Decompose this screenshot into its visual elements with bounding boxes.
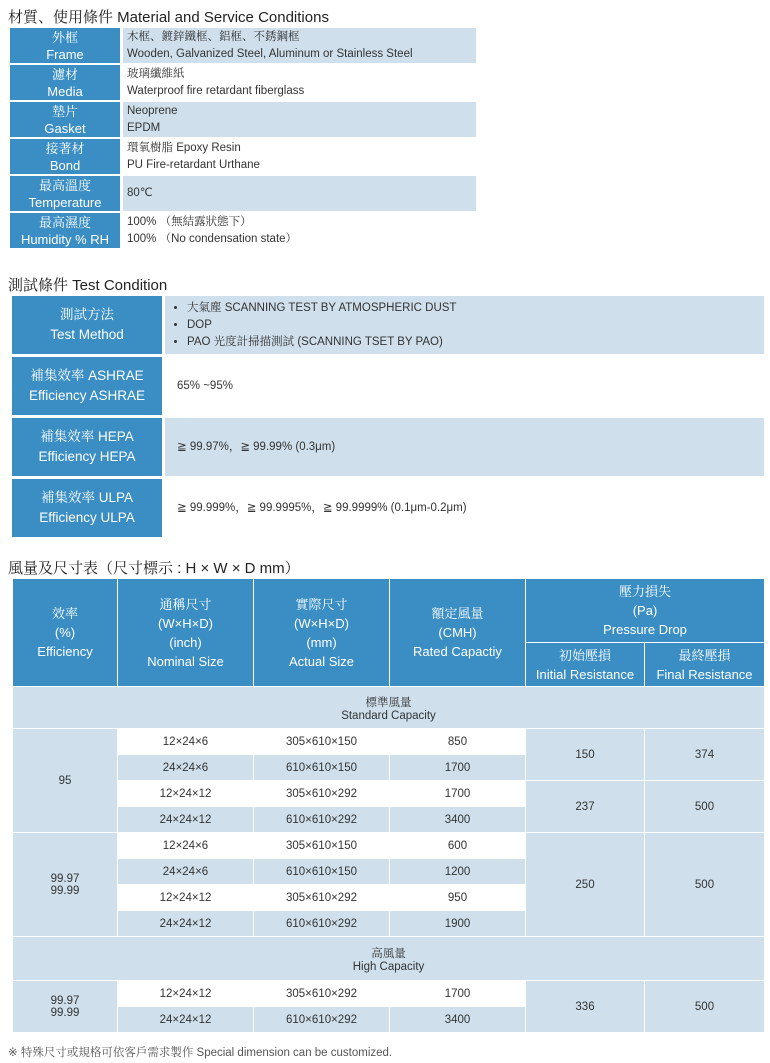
material-row-humidity [10,213,476,248]
nominal-cell: 24×24×6 [118,859,254,885]
value: ≧ 99.999%，≧ 99.9995%，≧ 99.9999% (0.1μm-0.2μm) [177,501,467,514]
table-row [13,729,765,755]
test-row-ashrae [12,357,764,415]
cmh-cell: 1700 [390,755,526,781]
label-zh: 測試方法 [60,307,114,322]
test-table [12,296,764,540]
nominal-cell: 12×24×6 [118,729,254,755]
eff-line: 99.99 [50,884,80,897]
header-final-resistance [645,643,765,687]
nominal-cell: 24×24×12 [118,1007,254,1033]
header-line: (inch) [169,634,202,650]
cmh-cell: 1700 [390,981,526,1007]
value-line2: 100% （No condensation state） [127,232,298,245]
label-line: High Capacity [352,960,425,973]
initial-cell: 237 [526,781,645,833]
nominal-cell: 24×24×12 [118,911,254,937]
header-line: 額定風量 [431,606,484,621]
header-line: Nominal Size [147,653,224,669]
label-zh: 外框 [51,29,78,45]
nominal-cell: 12×24×12 [118,885,254,911]
header-line: 壓力損失 [618,584,671,599]
initial-cell: 150 [526,729,645,781]
label-zh: 接著材 [45,140,85,156]
header-pressure-drop [526,579,765,643]
eff-line: 99.97 [50,872,80,885]
header-initial-resistance [526,643,645,687]
header-line: 效率 [51,606,78,621]
label-en: Test Method [50,327,124,342]
list-item: • 大氣塵 SCANNING TEST BY ATMOSPHERIC DUST [187,300,764,317]
actual-cell: 305×610×150 [254,833,390,859]
label-en: Temperature [28,194,102,210]
value-line1: 木框、鍍鋅鐵框、鋁框、不銹鋼框 [127,30,300,43]
label-line: 標準風量 [365,696,412,709]
label-zh: 最高濕度 [38,214,91,230]
eff-line: 99.99 [50,1006,80,1019]
label-en: Media [47,83,83,99]
value-line2: EPDM [127,121,161,134]
label-en: Efficiency ASHRAE [28,388,146,403]
final-cell: 500 [645,981,765,1033]
cmh-cell: 3400 [390,807,526,833]
value-line2: PU Fire-retardant Urthane [127,158,260,171]
nominal-cell: 12×24×6 [118,833,254,859]
material-row-media [10,65,476,100]
actual-cell: 610×610×292 [254,807,390,833]
table-row [13,833,765,859]
cmh-cell: 1200 [390,859,526,885]
header-line: (CMH) [438,625,477,640]
cmh-cell: 600 [390,833,526,859]
nominal-cell: 24×24×6 [118,755,254,781]
material-section-title: 材質、使用條件 Material and Service Conditions [8,9,329,26]
actual-cell: 610×610×150 [254,859,390,885]
high-capacity-label [13,937,765,981]
actual-cell: 610×610×150 [254,755,390,781]
initial-cell: 336 [526,981,645,1033]
label-en: Humidity % RH [20,231,110,247]
footnote: ※ 特殊尺寸或規格可依客戶需求製作 Special dimension can be customized. [8,1047,393,1059]
material-row-bond [10,139,476,174]
header-nominal-size [118,579,254,687]
material-table [10,28,476,250]
label-zh: 補集效率 HEPA [40,429,134,444]
cmh-cell: 850 [390,729,526,755]
nominal-cell: 24×24×12 [118,807,254,833]
material-row-gasket [10,102,476,137]
header-line: 通稱尺寸 [159,596,212,612]
list-item: • PAO 光度計掃描測試 (SCANNING TSET BY PAO) [187,334,764,351]
label-en: Frame [46,46,84,62]
header-line: 最終壓損 [678,647,731,663]
value-line1: 玻璃纖維紙 [127,67,185,80]
efficiency-cell [13,981,118,1033]
header-line: (W×H×D) [158,615,213,631]
table-row [13,981,765,1007]
label-en: Bond [49,157,81,173]
efficiency-cell [13,833,118,937]
value-line1: 環氧樹脂 Epoxy Resin [127,141,241,154]
capacity-section-title: 風量及尺寸表（尺寸標示 : H × W × D mm） [8,560,300,577]
actual-cell: 305×610×292 [254,981,390,1007]
header-line: 初始壓損 [558,647,611,663]
final-cell: 500 [645,833,765,937]
header-efficiency [13,579,118,687]
table-row [13,781,765,807]
header-line: (W×H×D) [294,615,349,631]
value: ≧ 99.97%，≧ 99.99% (0.3μm) [177,440,336,453]
label-en: Efficiency ULPA [39,510,135,525]
value-line2: Wooden, Galvanized Steel, Aluminum or Stainless Steel [127,47,413,60]
final-cell: 374 [645,729,765,781]
label-zh: 墊片 [51,103,78,119]
header-line: Actual Size [288,653,355,669]
cmh-cell: 1700 [390,781,526,807]
label-zh: 補集效率 ULPA [40,490,133,505]
standard-capacity-label [13,687,765,729]
cmh-cell: 950 [390,885,526,911]
value-line2: Waterproof fire retardant fiberglass [127,84,305,97]
actual-cell: 305×610×150 [254,729,390,755]
header-actual-size [254,579,390,687]
efficiency-cell: 95 [13,729,118,833]
material-row-frame [10,28,476,63]
header-line: Final Resistance [656,666,753,682]
test-method-list [173,300,764,351]
material-row-temperature [10,176,476,211]
actual-cell: 305×610×292 [254,781,390,807]
header-line: Rated Capactiy [413,644,502,659]
final-cell: 500 [645,781,765,833]
actual-cell: 610×610×292 [254,1007,390,1033]
label-zh: 最高溫度 [38,177,91,193]
list-item: • DOP [187,317,764,334]
cmh-cell: 1900 [390,911,526,937]
header-line: 實際尺寸 [295,596,348,612]
eff-line: 99.97 [50,994,80,1007]
header-rated-capacity [390,579,526,687]
header-line: Initial Resistance [535,666,635,682]
actual-cell: 305×610×292 [254,885,390,911]
nominal-cell: 12×24×12 [118,781,254,807]
header-line: (%) [54,625,76,640]
label-line: 高風量 [371,947,406,960]
value-line1: Neoprene [127,104,178,117]
label-en: Gasket [44,120,86,136]
label-zh: 補集效率 ASHRAE [30,368,144,383]
value-line1: 80℃ [127,187,153,199]
header-line: Pressure Drop [603,622,687,637]
cmh-cell: 3400 [390,1007,526,1033]
test-row-hepa [12,418,764,476]
initial-cell: 250 [526,833,645,937]
value-line1: 100% （無結露狀態下） [127,215,252,228]
test-row-method [12,296,764,354]
label-zh: 濾材 [51,66,78,82]
test-section-title: 測試條件 Test Condition [8,277,168,294]
label-line: Standard Capacity [341,709,436,722]
header-line: (Pa) [632,603,658,618]
test-row-ulpa [12,479,764,537]
value: 65% ~95% [177,379,233,392]
label-en: Efficiency HEPA [38,449,136,464]
capacity-table [12,578,765,1033]
nominal-cell: 12×24×12 [118,981,254,1007]
actual-cell: 610×610×292 [254,911,390,937]
header-line: Efficiency [37,644,93,659]
header-line: (mm) [306,634,337,650]
